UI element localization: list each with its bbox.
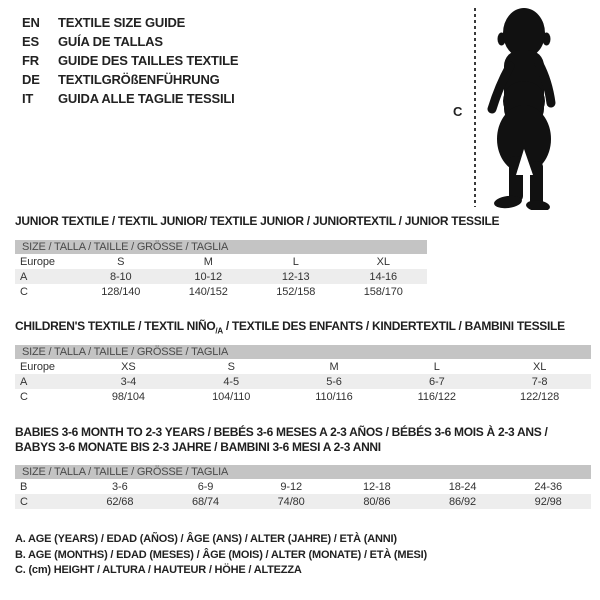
row-label: A (20, 375, 28, 388)
language-title: GUIDA ALLE TAGLIE TESSILI (58, 91, 235, 106)
language-code: IT (22, 91, 34, 106)
language-list (22, 13, 238, 108)
height-dashed-line (474, 8, 476, 207)
baby-silhouette-icon (485, 6, 569, 210)
children-table (15, 345, 591, 404)
language-code: FR (22, 53, 39, 68)
footnotes (15, 533, 427, 580)
babies-title-line2: BABYS 3-6 MONATE BIS 2-3 JAHRE / BAMBINI 3-6 MESI A 2-3 ANNI (15, 440, 381, 454)
size-cell: 14-16 (369, 270, 398, 283)
language-row-fr (22, 51, 238, 70)
size-cell: L (292, 255, 299, 268)
size-cell: 122/128 (520, 390, 560, 403)
babies-title-line1: BABIES 3-6 MONTH TO 2-3 YEARS / BEBÉS 3-6 MESES A 2-3 AÑOS / BÉBÉS 3-6 MOIS À 2-3 ANS / (15, 425, 548, 439)
row-label: Europe (20, 360, 55, 373)
children-table-title (15, 319, 565, 335)
size-cell: 128/140 (101, 285, 141, 298)
size-cell: 6-7 (428, 375, 445, 388)
size-cell: 86/92 (449, 495, 477, 508)
size-cell: 98/104 (111, 390, 145, 403)
size-cell: XL (532, 360, 547, 373)
size-cell: 7-8 (531, 375, 548, 388)
size-cell: 92/98 (534, 495, 562, 508)
size-cell: XS (121, 360, 136, 373)
size-cell: 80/86 (363, 495, 391, 508)
size-cell: 5-6 (326, 375, 342, 388)
row-label: C (20, 390, 28, 403)
language-title: GUIDE DES TAILLES TEXTILE (58, 53, 239, 68)
row-label: Europe (20, 255, 55, 268)
row-label: B (20, 480, 28, 493)
size-cell: S (117, 255, 125, 268)
language-code: EN (22, 15, 40, 30)
children-title-subscript: /A (215, 326, 223, 336)
size-cell: 8-10 (109, 270, 132, 283)
size-cell: M (203, 255, 213, 268)
size-cell: 104/110 (212, 390, 251, 403)
height-label-c: C (453, 104, 463, 119)
row-label: A (20, 270, 28, 283)
size-cell: M (329, 360, 339, 373)
size-cell: S (227, 360, 235, 373)
size-header-bar: SIZE / TALLA / TAILLE / GRÖSSE / TAGLIA (15, 345, 591, 359)
row-label: C (20, 285, 28, 298)
footnote-c: C. (cm) HEIGHT / ALTURA / HAUTEUR / HÖHE / ALTEZZA (15, 564, 302, 576)
footnote-a: A. AGE (YEARS) / EDAD (AÑOS) / ÂGE (ANS) / ALTER (JAHRE) / ETÀ (ANNI) (15, 533, 397, 545)
language-code: ES (22, 34, 39, 49)
size-cell: 3-6 (112, 480, 128, 493)
language-title: GUÍA DE TALLAS (58, 34, 163, 49)
children-title-rest: / TEXTILE DES ENFANTS / KINDERTEXTIL / BAMBINI TESSILE (222, 319, 565, 333)
size-cell: 140/152 (188, 285, 228, 298)
size-cell: 3-4 (120, 375, 137, 388)
size-cell: 158/170 (363, 285, 403, 298)
size-cell: 6-9 (197, 480, 214, 493)
size-cell: 12-18 (363, 480, 391, 493)
children-title-main: CHILDREN'S TEXTILE / TEXTIL NIÑO (15, 319, 216, 333)
size-cell: 10-12 (194, 270, 223, 283)
language-row-en (22, 13, 238, 32)
size-cell: 116/122 (417, 390, 456, 403)
size-cell: 18-24 (448, 480, 477, 493)
size-header-bar: SIZE / TALLA / TAILLE / GRÖSSE / TAGLIA (15, 465, 591, 479)
language-title: TEXTILE SIZE GUIDE (58, 15, 186, 30)
size-cell: 4-5 (223, 375, 239, 388)
table-row (15, 389, 591, 404)
size-cell: 24-36 (534, 480, 563, 493)
row-label: C (20, 495, 28, 508)
size-cell: L (433, 360, 440, 373)
size-cell: XL (376, 255, 390, 268)
language-row-de (22, 70, 238, 89)
babies-table-title (15, 425, 547, 455)
table-row (15, 359, 591, 374)
size-cell: 152/158 (276, 285, 316, 298)
table-row (15, 479, 591, 494)
size-cell: 110/116 (315, 390, 353, 403)
footnote-b: B. AGE (MONTHS) / EDAD (MESES) / ÂGE (MOIS) / ALTER (MONATE) / ETÀ (MESI) (15, 548, 427, 561)
babies-table (15, 465, 591, 509)
language-row-es (22, 32, 238, 51)
size-cell: 68/74 (191, 495, 220, 508)
junior-table (15, 240, 427, 299)
size-cell: 12-13 (281, 270, 310, 283)
size-header-bar: SIZE / TALLA / TAILLE / GRÖSSE / TAGLIA (15, 240, 427, 254)
table-row (15, 254, 427, 269)
size-cell: 62/68 (106, 495, 134, 508)
table-row (15, 269, 427, 284)
size-cell: 74/80 (277, 495, 305, 508)
table-row (15, 374, 591, 389)
size-cell: 9-12 (280, 480, 302, 493)
language-row-it (22, 89, 238, 108)
table-row (15, 284, 427, 299)
junior-table-title: JUNIOR TEXTILE / TEXTIL JUNIOR/ TEXTILE JUNIOR / JUNIORTEXTIL / JUNIOR TESSILE (15, 214, 500, 228)
language-title: TEXTILGRÖßENFÜHRUNG (58, 72, 220, 87)
language-code: DE (22, 72, 40, 87)
table-row (15, 494, 591, 509)
